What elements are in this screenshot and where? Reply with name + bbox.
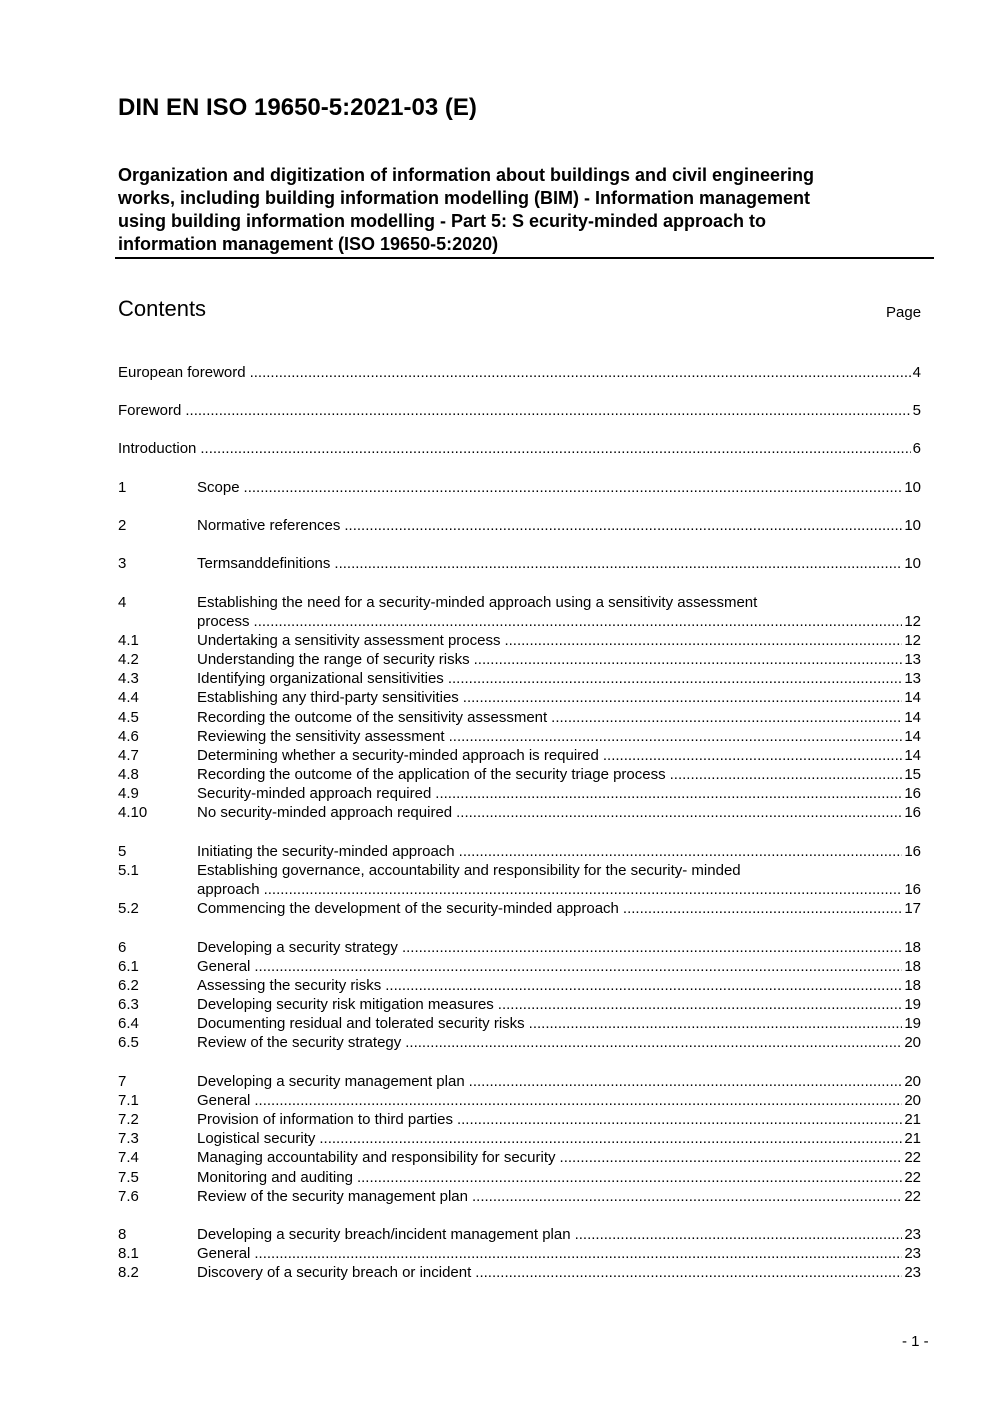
toc-entry[interactable] (118, 995, 921, 1014)
toc-dot-leader (504, 631, 902, 650)
toc-entry-line (197, 1225, 921, 1244)
toc-entry[interactable] (118, 669, 921, 688)
toc-entry-page: 21 (904, 1130, 921, 1147)
title-divider (115, 257, 934, 259)
toc-entry[interactable] (118, 784, 921, 803)
toc-entry-line (197, 708, 921, 727)
toc-entry[interactable] (118, 938, 921, 957)
toc-entry[interactable] (118, 1110, 921, 1129)
toc-entry-number: 4.9 (118, 785, 139, 802)
toc-entry-number: 4.10 (118, 804, 148, 821)
toc-entry-body (197, 938, 921, 957)
toc-entry-title: General (197, 958, 251, 975)
toc-entry-title: Normative references (197, 517, 341, 534)
toc-entry-page: 6 (912, 440, 921, 457)
toc-entry[interactable] (118, 554, 921, 573)
toc-entry-line (118, 363, 921, 382)
toc-entry[interactable] (118, 861, 921, 899)
toc-dot-leader (449, 727, 903, 746)
toc-entry-line (118, 401, 921, 420)
toc-entry-line (197, 1168, 921, 1187)
toc-entry[interactable] (118, 1263, 921, 1282)
toc-entry-line (197, 1091, 921, 1110)
toc-entry-body (197, 1225, 921, 1244)
toc-entry-title: Commencing the development of the security-minded approach (197, 900, 619, 917)
toc-entry-line (197, 784, 921, 803)
toc-entry-title: Monitoring and auditing (197, 1169, 353, 1186)
toc-entry-title: Identifying organizational sensitivities (197, 670, 444, 687)
toc-dot-leader (264, 880, 903, 899)
toc-entry[interactable] (118, 1091, 921, 1110)
toc-entry-number: 8.2 (118, 1264, 139, 1281)
toc-entry-number: 6.2 (118, 977, 139, 994)
toc-entry-title: Documenting residual and tolerated security risks (197, 1015, 525, 1032)
toc-entry[interactable] (118, 650, 921, 669)
toc-entry-number: 7.6 (118, 1188, 139, 1205)
toc-entry-title: process (197, 613, 250, 630)
toc-entry-page: 22 (904, 1149, 921, 1166)
toc-entry-title: Assessing the security risks (197, 977, 382, 994)
toc-entry-body (118, 363, 921, 382)
toc-entry-number: 7.3 (118, 1130, 139, 1147)
toc-entry-line (197, 612, 921, 631)
toc-entry-line (197, 1072, 921, 1091)
toc-entry-page: 10 (904, 479, 921, 496)
toc-entry-title: European foreword (118, 364, 246, 381)
toc-entry-line (197, 1244, 921, 1263)
toc-entry[interactable] (118, 593, 921, 631)
toc-entry-body (197, 650, 921, 669)
toc-entry-line (197, 1014, 921, 1033)
toc-entry-body (197, 957, 921, 976)
subtitle-line: using building information modelling - Part 5: S ecurity-minded approach to (118, 211, 767, 231)
toc-entry-page: 14 (904, 728, 921, 745)
toc-entry[interactable] (118, 401, 921, 420)
toc-dot-leader (529, 1014, 903, 1033)
subtitle-line: works, including building information modelling (BIM) - Information management (118, 188, 810, 208)
toc-entry-body (197, 899, 921, 918)
toc-entry-number: 4.5 (118, 709, 139, 726)
toc-entry-page: 16 (904, 843, 921, 860)
toc-entry-title: Scope (197, 479, 240, 496)
toc-dot-leader (551, 708, 902, 727)
toc-entry-number: 8.1 (118, 1245, 139, 1262)
toc-dot-leader (603, 746, 902, 765)
toc-entry-title: Foreword (118, 402, 182, 419)
toc-dot-leader (575, 1225, 903, 1244)
toc-dot-leader (456, 803, 902, 822)
toc-entry-title: Introduction (118, 440, 197, 457)
toc-entry-line (197, 631, 921, 650)
toc-entry-line (197, 688, 921, 707)
toc-entry-title: Managing accountability and responsibility for security (197, 1149, 556, 1166)
toc-entry-body (197, 1187, 921, 1206)
toc-entry-page: 13 (904, 651, 921, 668)
toc-entry[interactable] (118, 899, 921, 918)
toc-entry-body (197, 861, 921, 899)
toc-entry-title: Logistical security (197, 1130, 316, 1147)
toc-entry-page: 16 (904, 785, 921, 802)
toc-entry-page: 10 (904, 555, 921, 572)
toc-entry-line (197, 1110, 921, 1129)
toc-entry-title: Initiating the security-minded approach (197, 843, 455, 860)
toc-entry[interactable] (118, 746, 921, 765)
toc-dot-leader (402, 938, 902, 957)
contents-heading: Contents (118, 296, 207, 321)
toc-entry[interactable] (118, 1033, 921, 1052)
toc-dot-leader (459, 842, 903, 861)
toc-entry-line (197, 880, 921, 899)
toc-entry[interactable] (118, 976, 921, 995)
toc-entry-line (197, 957, 921, 976)
toc-dot-leader (405, 1033, 902, 1052)
toc-entry-number: 4.6 (118, 728, 139, 745)
toc-dot-leader (498, 995, 903, 1014)
toc-dot-leader (448, 669, 903, 688)
toc-dot-leader (463, 688, 903, 707)
toc-entry-title: No security-minded approach required (197, 804, 453, 821)
toc-entry-number: 4 (118, 594, 127, 611)
toc-entry-page: 5 (912, 402, 921, 419)
toc-entry-page: 19 (904, 1015, 921, 1032)
toc-entry-number: 8 (118, 1226, 127, 1243)
toc-entry-page: 23 (904, 1245, 921, 1262)
toc-entry-number: 1 (118, 479, 127, 496)
toc-entry-body (197, 1072, 921, 1091)
toc-entry-body (197, 842, 921, 861)
toc-entry[interactable] (118, 727, 921, 746)
toc-entry-page: 14 (904, 709, 921, 726)
toc-entry-number: 7.4 (118, 1149, 139, 1166)
toc-entry[interactable] (118, 1225, 921, 1244)
toc-entry-line (197, 650, 921, 669)
toc-entry[interactable] (118, 1014, 921, 1033)
toc-entry-line (197, 842, 921, 861)
toc-entry-line (197, 995, 921, 1014)
toc-entry-page: 12 (904, 632, 921, 649)
toc-entry-body (197, 1263, 921, 1282)
toc-entry-line (118, 439, 921, 458)
toc-entry-title: General (197, 1092, 251, 1109)
toc-entry-line (197, 1187, 921, 1206)
toc-dot-leader (469, 1072, 903, 1091)
toc-entry-page: 14 (904, 747, 921, 764)
toc-entry-number: 6.1 (118, 958, 139, 975)
toc-entry-title: General (197, 1245, 251, 1262)
toc-entry-body (197, 746, 921, 765)
subtitle-line: information management (ISO 19650-5:2020) (118, 234, 499, 254)
toc-entry-title-first-line: Establishing governance, accountability and responsibility for the security- minded (197, 862, 741, 879)
toc-entry[interactable] (118, 1168, 921, 1187)
toc-entry[interactable] (118, 478, 921, 497)
toc-entry-body (197, 765, 921, 784)
toc-entry-page: 20 (904, 1034, 921, 1051)
toc-entry-body (197, 1129, 921, 1148)
toc-entry-number: 5 (118, 843, 127, 860)
toc-entry[interactable] (118, 688, 921, 707)
toc-entry-line (197, 1263, 921, 1282)
toc-entry-page: 22 (904, 1188, 921, 1205)
toc-entry-title: Developing security risk mitigation measures (197, 996, 494, 1013)
toc-entry-body (197, 708, 921, 727)
toc-entry-line (197, 803, 921, 822)
toc-entry-title: Recording the outcome of the application of the security triage process (197, 766, 666, 783)
toc-dot-leader (254, 957, 902, 976)
toc-entry-title: Discovery of a security breach or incident (197, 1264, 472, 1281)
toc-entry-number: 3 (118, 555, 127, 572)
toc-entry-number: 6.5 (118, 1034, 139, 1051)
document-id: DIN EN ISO 19650-5:2021-03 (E) (118, 94, 477, 121)
toc-entry-body (197, 669, 921, 688)
toc-entry[interactable] (118, 1129, 921, 1148)
toc-dot-leader (185, 401, 910, 420)
toc-entry-body (197, 1244, 921, 1263)
toc-entry-body (197, 516, 921, 535)
toc-entry[interactable] (118, 1244, 921, 1263)
toc-entry-page: 16 (904, 881, 921, 898)
toc-entry-page: 17 (904, 900, 921, 917)
toc-entry-title: Provision of information to third parties (197, 1111, 453, 1128)
toc-entry-line (197, 976, 921, 995)
toc-dot-leader (254, 1244, 902, 1263)
toc-entry-body (197, 478, 921, 497)
toc-entry-number: 5.2 (118, 900, 139, 917)
document-subtitle (118, 164, 908, 256)
toc-entry-body (197, 784, 921, 803)
toc-entry-number: 7.5 (118, 1169, 139, 1186)
toc-entry-page: 23 (904, 1226, 921, 1243)
toc-entry[interactable] (118, 957, 921, 976)
toc-entry[interactable] (118, 631, 921, 650)
toc-entry-number: 4.1 (118, 632, 139, 649)
toc-entry-title: Review of the security management plan (197, 1188, 468, 1205)
toc-dot-leader (623, 899, 902, 918)
toc-entry-number: 5.1 (118, 862, 139, 879)
toc-entry[interactable] (118, 1148, 921, 1167)
toc-entry[interactable] (118, 803, 921, 822)
toc-dot-leader (560, 1148, 903, 1167)
toc-entry-number: 7.1 (118, 1092, 139, 1109)
toc-dot-leader (319, 1129, 902, 1148)
toc-entry-line (197, 1129, 921, 1148)
toc-entry-body (197, 995, 921, 1014)
toc-dot-leader (200, 439, 910, 458)
toc-entry-title: Developing a security strategy (197, 939, 398, 956)
toc-entry-page: 18 (904, 958, 921, 975)
toc-entry-page: 4 (912, 364, 921, 381)
toc-dot-leader (254, 612, 903, 631)
subtitle-line: Organization and digitization of information about buildings and civil engineering (118, 165, 814, 185)
toc-entry-line (197, 727, 921, 746)
toc-dot-leader (457, 1110, 902, 1129)
toc-entry-line (197, 1148, 921, 1167)
toc-dot-leader (670, 765, 903, 784)
toc-dot-leader (435, 784, 902, 803)
toc-entry-title: Developing a security breach/incident management plan (197, 1226, 571, 1243)
toc-entry-body (197, 1110, 921, 1129)
toc-entry-number: 4.3 (118, 670, 139, 687)
toc-entry-number: 4.4 (118, 689, 139, 706)
toc-dot-leader (474, 650, 903, 669)
toc-entry-line (197, 669, 921, 688)
toc-entry[interactable] (118, 708, 921, 727)
toc-entry-body (197, 1148, 921, 1167)
toc-entry-line (197, 765, 921, 784)
toc-entry-line (197, 899, 921, 918)
toc-entry-body (197, 631, 921, 650)
toc-dot-leader (244, 478, 903, 497)
toc-entry-number: 4.2 (118, 651, 139, 668)
toc-entry-title: Undertaking a sensitivity assessment process (197, 632, 501, 649)
toc-entry-title-first-line: Establishing the need for a security-minded approach using a sensitivity assessment (197, 594, 758, 611)
page-number: - 1 - (902, 1333, 929, 1350)
toc-entry[interactable] (118, 1072, 921, 1091)
toc-entry-page: 23 (904, 1264, 921, 1281)
toc-entry[interactable] (118, 842, 921, 861)
toc-entry-body (197, 554, 921, 573)
toc-entry-title: Reviewing the sensitivity assessment (197, 728, 445, 745)
toc-entry-page: 10 (904, 517, 921, 534)
page-column-label: Page (886, 304, 922, 321)
toc-entry-body (197, 1014, 921, 1033)
toc-entry-number: 7.2 (118, 1111, 139, 1128)
toc-entry[interactable] (118, 1187, 921, 1206)
toc-entry-title: Determining whether a security-minded approach is required (197, 747, 599, 764)
toc-entry-number: 2 (118, 517, 127, 534)
toc-entry-title: Recording the outcome of the sensitivity assessment (197, 709, 548, 726)
toc-entry-body (197, 727, 921, 746)
toc-entry-number: 4.7 (118, 747, 139, 764)
toc-entry-title: Understanding the range of security risks (197, 651, 470, 668)
toc-entry-page: 15 (904, 766, 921, 783)
toc-dot-leader (250, 363, 911, 382)
toc-entry-title: Developing a security management plan (197, 1073, 465, 1090)
toc-entry-page: 14 (904, 689, 921, 706)
toc-entry-page: 16 (904, 804, 921, 821)
toc-entry-page: 18 (904, 939, 921, 956)
toc-entry-body (197, 1091, 921, 1110)
toc-entry-line (197, 746, 921, 765)
toc-dot-leader (357, 1168, 902, 1187)
toc-entry-title: approach (197, 881, 260, 898)
toc-entry[interactable] (118, 363, 921, 382)
toc-dot-leader (472, 1187, 902, 1206)
toc-dot-leader (385, 976, 902, 995)
toc-entry-line (197, 554, 921, 573)
toc-entry-title: Termsanddefinitions (197, 555, 331, 572)
toc-entry-page: 20 (904, 1092, 921, 1109)
toc-entry-page: 20 (904, 1073, 921, 1090)
toc-entry-body (197, 593, 921, 631)
toc-entry-page: 12 (904, 613, 921, 630)
toc-entry-line (197, 516, 921, 535)
toc-entry-number: 6 (118, 939, 127, 956)
toc-entry-page: 21 (904, 1111, 921, 1128)
toc-entry-body (197, 1033, 921, 1052)
toc-entry-line (197, 1033, 921, 1052)
toc-entry-body (118, 401, 921, 420)
toc-entry-page: 19 (904, 996, 921, 1013)
toc-entry[interactable] (118, 439, 921, 458)
toc-entry-number: 6.4 (118, 1015, 139, 1032)
toc-dot-leader (334, 554, 902, 573)
toc-dot-leader (475, 1263, 902, 1282)
toc-entry-title: Review of the security strategy (197, 1034, 402, 1051)
toc-entry[interactable] (118, 516, 921, 535)
toc-entry-line (197, 478, 921, 497)
toc-entry-number: 6.3 (118, 996, 139, 1013)
toc-entry-number: 7 (118, 1073, 127, 1090)
toc-entry-line (197, 938, 921, 957)
toc-entry-page: 18 (904, 977, 921, 994)
toc-entry-title: Establishing any third-party sensitivities (197, 689, 459, 706)
toc-dot-leader (254, 1091, 902, 1110)
toc-entry-number: 4.8 (118, 766, 139, 783)
toc-entry-page: 13 (904, 670, 921, 687)
toc-entry-body (197, 976, 921, 995)
toc-entry-body (118, 439, 921, 458)
toc-entry-body (197, 688, 921, 707)
toc-entry[interactable] (118, 765, 921, 784)
toc-entry-body (197, 1168, 921, 1187)
toc-dot-leader (344, 516, 902, 535)
toc-entry-title: Security-minded approach required (197, 785, 432, 802)
toc-entry-body (197, 803, 921, 822)
toc-entry-page: 22 (904, 1169, 921, 1186)
